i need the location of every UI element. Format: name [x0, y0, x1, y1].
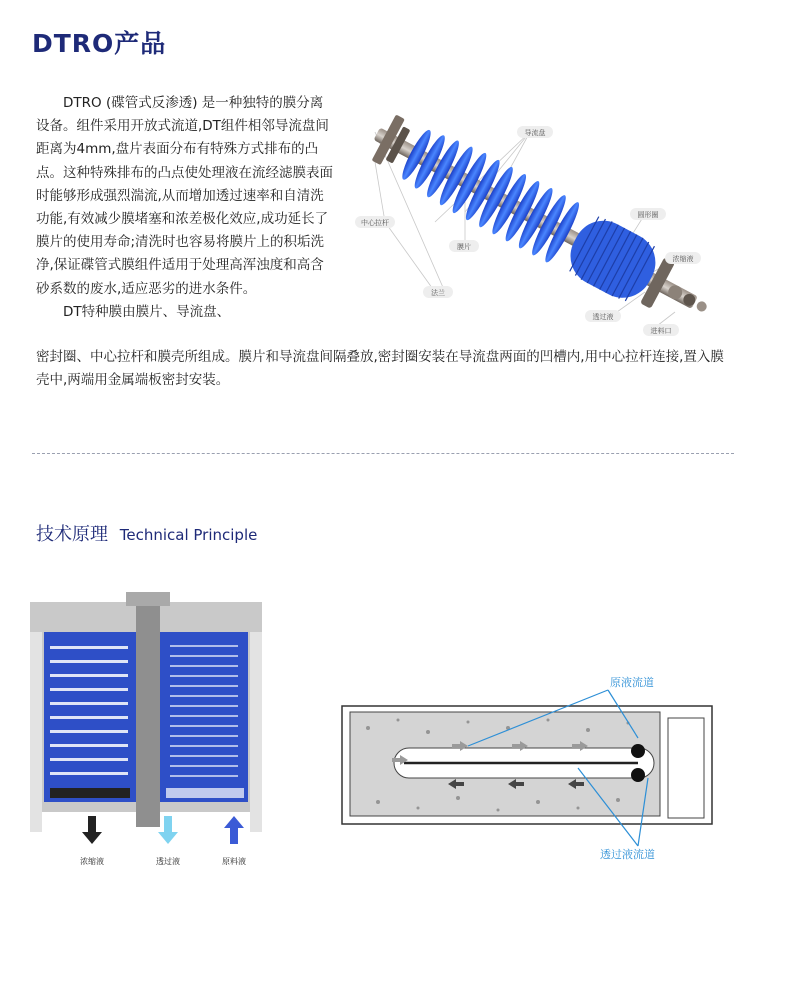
feed-arrow — [224, 816, 244, 844]
label-raw-channel: 原液流道 — [610, 676, 654, 689]
cross-section-diagram — [30, 592, 262, 882]
label-flange: 法兰 — [431, 289, 445, 297]
dtro-module-illustration — [345, 92, 745, 352]
section-title — [36, 520, 257, 546]
flow-arrows — [82, 816, 244, 844]
label-membrane: 膜片 — [457, 243, 471, 251]
page-title: DTRO产品 — [32, 29, 167, 58]
label-left-feed: 原料液 — [222, 857, 246, 866]
intro-text — [36, 92, 336, 324]
label-o-ring: 圆形圈 — [637, 211, 659, 219]
intro-text-wide — [36, 346, 736, 392]
label-concentrate: 浓缩液 — [672, 255, 694, 263]
label-permeate-channel: 透过液流道 — [600, 848, 655, 861]
section-divider — [32, 453, 734, 454]
label-left-concentrate: 浓缩液 — [80, 857, 104, 866]
permeate-arrow — [158, 816, 178, 844]
intro-paragraph-2b: 密封圈、中心拉杆和膜壳所组成。膜片和导流盘间隔叠放,密封圈安装在导流盘两面的凹槽内,用中心拉杆连接,置入膜壳中,两端用金属端板密封安装。 — [36, 349, 724, 389]
label-center-rod: 中心拉杆 — [361, 219, 389, 227]
label-guide-disc: 导流盘 — [524, 129, 546, 137]
label-inlet: 进料口 — [650, 327, 672, 335]
section-title-cn: 技术原理 — [36, 524, 108, 545]
intro-paragraph-2a: DT特种膜由膜片、导流盘、 — [63, 303, 231, 320]
flow-channel-diagram — [338, 668, 718, 868]
label-left-permeate: 透过液 — [156, 857, 180, 866]
concentrate-arrow — [82, 816, 102, 844]
intro-paragraph-1: DTRO (碟管式反渗透) 是一种独特的膜分离设备。组件采用开放式流道,DT组件相邻导流盘间距离为4mm,盘片表面分布有特殊方式排布的凸点。这种特殊排布的凸点使处理液在流经滤膜表面时能够形成强烈湍流,从而增加透过速率和自清洗功能,有效减少膜堵塞和浓差极化效应,成功延长了膜片的使用寿命;清洗时也容易将膜片上的积垢洗净,保证碟管式膜组件适用于处理高浑浊度和高含砂系数的废水,适应恶劣的进水条件。 — [36, 95, 333, 297]
center-rod — [136, 592, 160, 827]
label-permeate: 透过液 — [592, 313, 614, 321]
section-title-en: Technical Principle — [119, 526, 258, 544]
center-rod-group — [361, 104, 722, 339]
